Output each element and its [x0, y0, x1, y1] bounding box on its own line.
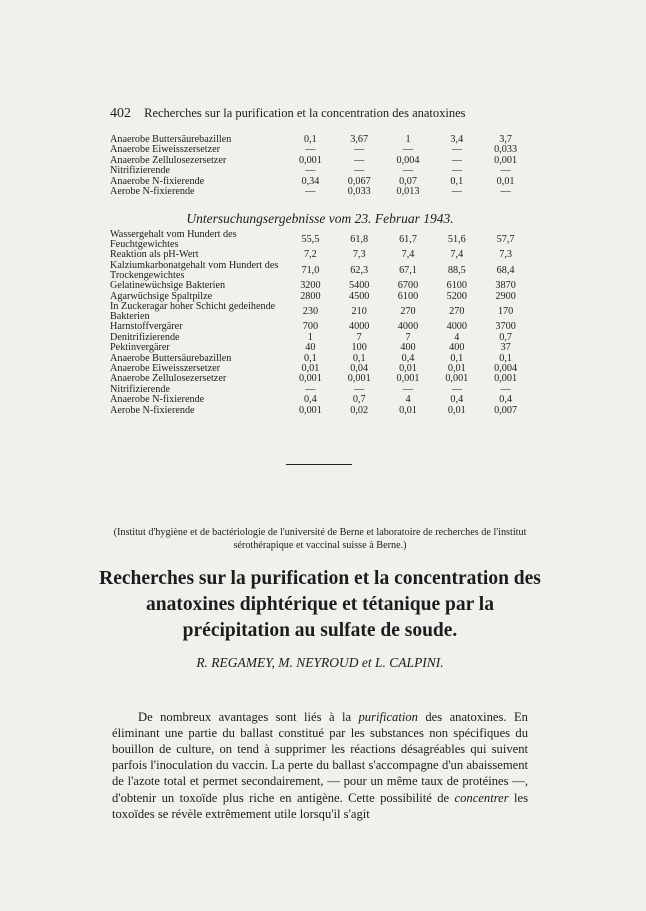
row-label: Pektinvergärer — [110, 342, 170, 354]
row-label: Kalziumkarbonatgehalt vom Hundert des Trockengewichtes — [110, 259, 279, 282]
table-row — [110, 261, 530, 281]
table-row — [110, 374, 530, 384]
body-emphasis: concentrer — [454, 790, 509, 805]
cell-value: 6100 — [397, 290, 419, 302]
cell-value: 0,013 — [396, 186, 420, 198]
row-label: Wassergehalt vom Hundert des Feuchtgewichtes — [110, 229, 237, 251]
cell-value: 0,001 — [396, 373, 420, 385]
cell-value: 0,007 — [494, 404, 518, 416]
cell-value: 0,033 — [347, 186, 371, 198]
cell-value: — — [305, 383, 316, 395]
cell-value: 7,2 — [304, 249, 317, 261]
body-text: des anatoxines. En éliminant une partie du ballast constitué par les substances non spécifiques du bouillon de culture, on tend à supprimer les réactions désagréables qui suivent parfois l'inoculation du vaccin. La perte du ballast s'accompagne d'un abaissement de l'azote total et permet secondairement, — pour un même taux de protéines —, d'obtenir un toxoïde plus riche en antigène. Cette possibilité de — [112, 709, 528, 805]
cell-value: 0,033 — [494, 144, 518, 156]
cell-value: 40 — [305, 342, 316, 354]
cell-value: 7,4 — [401, 249, 415, 261]
cell-value: 4000 — [349, 321, 370, 333]
cell-value: — — [402, 144, 414, 156]
row-label: Anaerobe Buttersäurebazillen — [110, 352, 232, 364]
table-row — [110, 406, 530, 416]
cell-value: — — [354, 165, 365, 177]
cell-value: 57,7 — [496, 234, 515, 245]
cell-value: 3700 — [495, 321, 516, 333]
row-label: Nitrifizierende — [110, 165, 170, 177]
cell-value: 400 — [449, 342, 465, 354]
row-label: Denitrifizierende — [110, 331, 180, 343]
results-table-bottom — [110, 230, 530, 416]
cell-value: 68,4 — [496, 264, 515, 276]
cell-value: 100 — [351, 342, 367, 354]
cell-value: — — [451, 144, 462, 156]
cell-value: 61,8 — [350, 234, 369, 245]
cell-value: 0,1 — [450, 175, 464, 187]
cell-value: 51,6 — [447, 234, 466, 245]
cell-value: — — [354, 144, 365, 156]
row-label: Anaerobe Zellulosezersetzer — [110, 373, 227, 385]
cell-value: 210 — [351, 306, 367, 318]
cell-value: 67,1 — [399, 264, 417, 276]
cell-value: — — [451, 186, 462, 198]
institution-note: (Institut d'hygiène et de bactériologie de l'université de Berne et laboratoire de recherches de l'institut sérothérapique et vaccinal suisse à Berne.) — [113, 527, 527, 551]
table-row — [110, 187, 530, 197]
cell-value: 0,001 — [445, 373, 469, 385]
cell-value: 7,3 — [352, 249, 366, 261]
cell-value: 4 — [454, 331, 460, 343]
row-label: Anaerobe Zellulosezersetzer — [110, 154, 227, 166]
cell-value: — — [305, 165, 316, 177]
cell-value: 3,7 — [499, 134, 512, 145]
cell-value: 55,5 — [301, 234, 320, 245]
cell-value: 0,1 — [304, 134, 317, 145]
page-number: 402 — [110, 106, 131, 121]
cell-value: 0,4 — [401, 352, 415, 364]
cell-value: 0,1 — [499, 352, 512, 364]
cell-value: 7,3 — [499, 249, 512, 261]
cell-value: 0,07 — [399, 175, 417, 187]
cell-value: 88,5 — [447, 264, 466, 276]
table-row — [110, 302, 530, 322]
cell-value: 400 — [400, 342, 416, 354]
cell-value: 0,4 — [304, 394, 317, 406]
cell-value: 0,34 — [301, 175, 320, 187]
cell-value: 4000 — [446, 321, 467, 333]
cell-value: 0,01 — [301, 363, 320, 375]
row-label: Anaerobe Eiweisszersetzer — [110, 144, 221, 156]
row-label: In Zuckeragar hoher Schicht gedeihende Bakterien — [110, 301, 276, 323]
cell-value: 3,4 — [450, 134, 464, 145]
row-label: Aerobe N-fixierende — [110, 404, 195, 416]
cell-value: — — [500, 165, 511, 177]
running-header — [110, 106, 530, 122]
cell-value: 5400 — [349, 280, 370, 292]
cell-value: 270 — [400, 306, 416, 318]
row-label: Reaktion als pH-Wert — [110, 249, 199, 261]
row-label: Aerobe N-fixierende — [110, 186, 195, 198]
row-label: Anaerobe Eiweisszersetzer — [110, 363, 221, 375]
cell-value: 4 — [405, 394, 411, 406]
cell-value: 0,4 — [499, 394, 512, 406]
cell-value: 0,02 — [350, 404, 369, 416]
cell-value: — — [500, 383, 511, 395]
cell-value: 7 — [356, 331, 362, 343]
article-title: Recherches sur la purification et la concentration des anatoxines diphtérique et tétanique par la précipitation au sulfate de soude. — [99, 568, 541, 641]
cell-value: 2900 — [495, 290, 516, 302]
cell-value: — — [402, 383, 414, 395]
cell-value: 7,4 — [450, 249, 464, 261]
cell-value: 0,01 — [447, 404, 466, 416]
table-row — [110, 333, 530, 343]
body-paragraph — [112, 709, 528, 822]
cell-value: — — [305, 144, 316, 156]
body-emphasis: purification — [358, 709, 418, 724]
cell-value: 61,7 — [399, 234, 417, 245]
cell-value: 0,01 — [399, 363, 417, 375]
row-label: Nitrifizierende — [110, 383, 170, 395]
cell-value: 0,01 — [496, 175, 515, 187]
cell-value: 6700 — [397, 280, 419, 292]
article-authors: R. REGAMEY, M. NEYROUD et L. CALPINI. — [196, 655, 444, 670]
row-label: Anaerobe Buttersäurebazillen — [110, 134, 232, 145]
cell-value: 5200 — [446, 290, 467, 302]
cell-value: 0,001 — [494, 154, 518, 166]
row-label: Anaerobe N-fixierende — [110, 175, 205, 187]
cell-value: — — [402, 165, 414, 177]
cell-value: — — [354, 383, 365, 395]
running-title: Recherches sur la purification et la concentration des anatoxines — [144, 106, 466, 120]
cell-value: 0,04 — [350, 363, 369, 375]
body-text: les toxoïdes se révèle extrêmement utile lorsqu'il s'agit — [112, 790, 528, 821]
cell-value: 7 — [405, 331, 411, 343]
cell-value: 0,7 — [499, 331, 512, 343]
body-text: De nombreux avantages sont liés à la — [138, 709, 359, 724]
cell-value: 3870 — [495, 280, 516, 292]
cell-value: 0,001 — [347, 373, 371, 385]
cell-value: 4500 — [349, 290, 370, 302]
cell-value: 0,01 — [399, 404, 417, 416]
cell-value: 37 — [500, 342, 511, 354]
cell-value: 0,001 — [298, 373, 322, 385]
results-table-top — [110, 135, 530, 197]
row-label: Harnstoffvergärer — [110, 321, 183, 333]
cell-value: 4000 — [397, 321, 419, 333]
row-label: Agarwüchsige Spaltpilze — [110, 290, 213, 302]
cell-value: 0,001 — [298, 154, 322, 166]
row-label: Anaerobe N-fixierende — [110, 394, 205, 406]
cell-value: 0,004 — [396, 154, 420, 166]
cell-value: 0,1 — [352, 352, 366, 364]
section-divider — [286, 464, 352, 465]
table-subheading: Untersuchungsergebnisse vom 23. Februar 1943. — [186, 211, 454, 226]
cell-value: — — [451, 165, 462, 177]
cell-value: 3,67 — [350, 134, 369, 145]
cell-value: 0,1 — [304, 352, 317, 364]
cell-value: — — [305, 186, 316, 198]
cell-value: 700 — [302, 321, 319, 333]
cell-value: 71,0 — [301, 264, 320, 276]
cell-value: — — [451, 383, 462, 395]
cell-value: 0,001 — [494, 373, 518, 385]
cell-value: 0,067 — [347, 175, 371, 187]
table-row — [110, 230, 530, 250]
cell-value: 0,001 — [298, 404, 322, 416]
cell-value: 1 — [307, 331, 313, 343]
cell-value: — — [451, 154, 462, 166]
cell-value: 0,1 — [450, 352, 464, 364]
cell-value: 0,7 — [352, 394, 366, 406]
cell-value: 270 — [449, 306, 465, 318]
cell-value: 62,3 — [350, 264, 369, 276]
cell-value: 170 — [497, 306, 514, 318]
row-label: Gelatinewüchsige Bakterien — [110, 280, 226, 292]
cell-value: — — [354, 154, 365, 166]
cell-value: 1 — [405, 134, 411, 145]
cell-value: 0,4 — [450, 394, 464, 406]
cell-value: 6100 — [446, 280, 467, 292]
table-row — [110, 156, 530, 166]
cell-value: 3200 — [300, 280, 321, 292]
cell-value: 0,004 — [494, 363, 518, 375]
cell-value: 2800 — [300, 290, 321, 302]
cell-value: — — [500, 186, 511, 198]
cell-value: 0,01 — [447, 363, 466, 375]
cell-value: 230 — [302, 306, 319, 318]
